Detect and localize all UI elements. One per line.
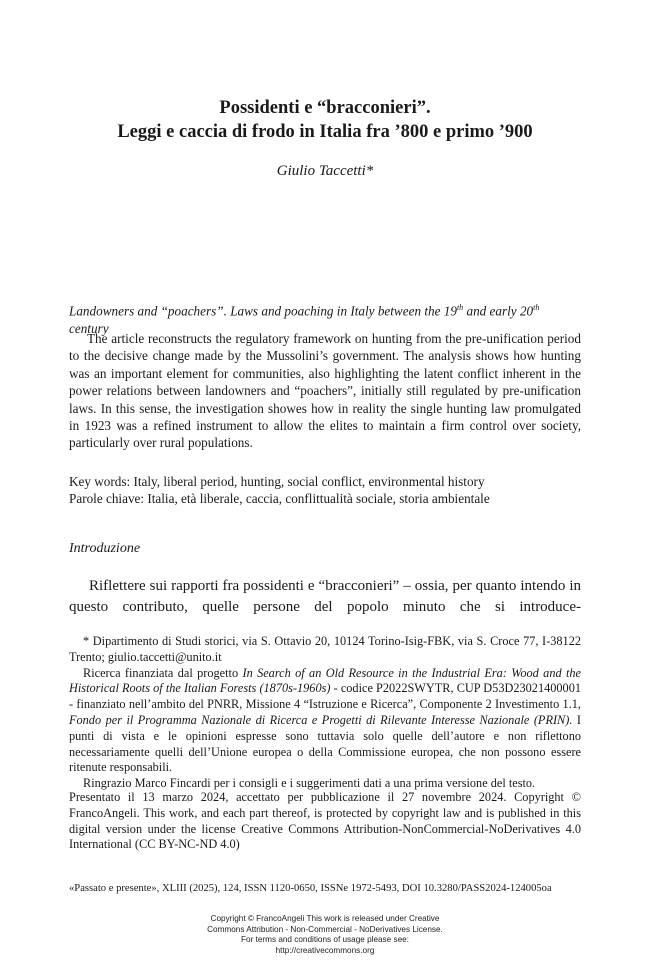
english-title-part-3: century [69,320,109,336]
funding-text-3: I punti di vista e le opinioni espresse sono tuttavia solo quelle dell’autore e non riflettono necessariamente quelli dell’Unione europea o della Commissione europea, che non possono essere ritenute responsabili. [69,712,581,775]
journal-citation: «Passato e presente», XLIII (2025), 124, ISSN 1120-0650, ISSNe 1972-5493, DOI 10.3280/PASS2024-124005oa [69,883,552,894]
author-name: Giulio Taccetti* [276,163,374,179]
article-title-line-2: Leggi e caccia di frodo in Italia fra ’800 e primo ’900 [117,122,533,142]
funding-project-title: In Search of an Old Resource in the Industrial Era: Wood and the Historical Roots of the Italian Forests (1870s-1960s) [69,665,581,696]
footnote-thanks: Ringrazio Marco Fincardi per i consigli e i suggerimenti dati a una prima versione del testo. [83,776,536,791]
keywords-italian: Parole chiave: Italia, età liberale, caccia, conflittualità sociale, storia ambientale [69,491,490,507]
license-footer [100,914,550,956]
footnotes [69,634,581,792]
footnote-affiliation: * Dipartimento di Studi storici, via S. Ottavio 20, 10124 Torino-Isig-FBK, via S. Croce 77, I-38122 Trento; giulio.taccetti@unito.it [69,634,581,664]
funding-program-name: Fondo per il Programma Nazionale di Ricerca e Progetti di Rilevante Interesse Nazionale (PRIN). [69,712,573,727]
english-title-superscript-2: th [533,303,540,312]
article-title-line-1: Possidenti e “bracconieri”. [219,98,431,118]
funding-text-2: - codice P2022SWYTR, CUP D53D23021400001 - finanziato nell’ambito del PNRR, Missione 4 “Istruzione e Ricerca”, Componente 2 Investimento 1.1, [69,681,581,712]
license-line-3: For terms and conditions of usage please see: [241,935,409,944]
body-paragraph: Riflettere sui rapporti fra possidenti e “bracconieri” – ossia, per quanto intendo in questo contributo, quelle persone del popolo minuto che si introduce- [69,578,581,615]
keywords [69,473,581,508]
english-title-part-1: Landowners and “poachers”. Laws and poaching in Italy between the 19 [69,303,457,319]
abstract: The article reconstructs the regulatory framework on hunting from the pre-unification period to the decisive change made by the Mussolini’s government. The analysis shows how hunting was an important element for communities, also highlighting the latent conflict inherent in the power relations between landowners and “poachers”, initially still regulated by pre-unification laws. In this sense, the investigation showes how in reality the single hunting law promulgated in 1923 was a refined instrument to allow the elites to maintain a firm control over society, particularly over rural populations. [69,331,581,451]
license-link[interactable]: http://creativecommons.org [275,945,375,955]
english-title-superscript-1: th [456,303,464,312]
keywords-english: Key words: Italy, liberal period, hunting, social conflict, environmental history [69,474,485,489]
article-title [40,96,610,144]
footnote-funding [69,666,581,777]
license-line-2: Commons Attribution - Non-Commercial - NoDerivatives License. [207,924,443,934]
section-heading: Introduzione [69,541,141,556]
license-line-1: Copyright © FrancoAngeli This work is released under Creative [210,914,440,923]
copyright-note: Presentato il 13 marzo 2024, accettato per pubblicazione il 27 novembre 2024. Copyright © FrancoAngeli. This work, and each part thereof, is protected by copyright law and is published in this digital version under the license Creative Commons Attribution-NonCommercial-NoDerivatives 4.0 International (CC BY-NC-ND 4.0) [69,790,581,852]
english-title-part-2: and early 20 [463,303,534,319]
funding-text-1: Ricerca finanziata dal progetto [83,665,243,680]
